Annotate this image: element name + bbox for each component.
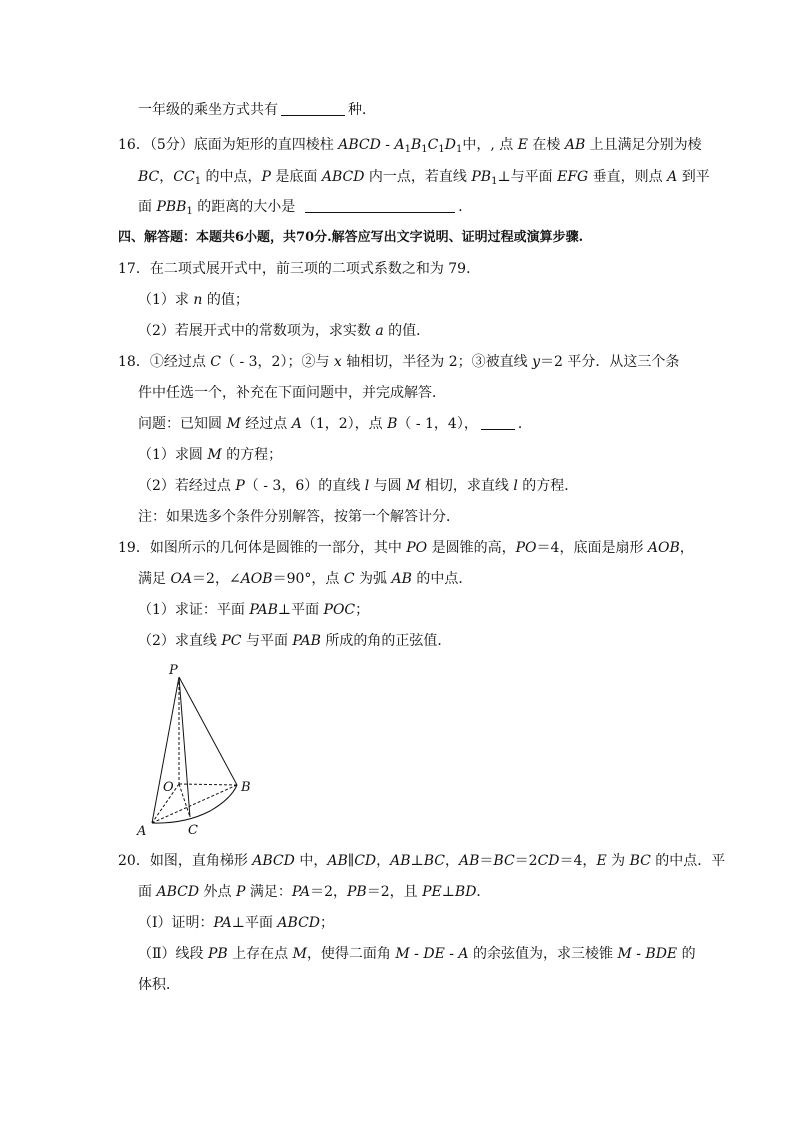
q15-answer-blank[interactable] (281, 101, 345, 116)
q19-var: AB (391, 571, 412, 587)
q20-var: P (235, 884, 246, 900)
q18-var: P (235, 478, 245, 494)
q18-text: 相切，求直线 (420, 478, 514, 494)
q16-text: 上且满足分别为棱 (585, 137, 702, 153)
q16-var: B (410, 137, 422, 153)
q19-text: ； (355, 602, 370, 618)
q16-line-3 (138, 197, 472, 217)
q19-var: PAB (292, 633, 321, 649)
q16-sub: 1 (421, 144, 428, 155)
q19-var: POC (323, 602, 356, 618)
q20-text: ⊥ (410, 853, 424, 869)
label-P: P (169, 663, 178, 678)
q20-var: E (596, 853, 607, 869)
q20-var: PE (422, 884, 442, 900)
q18-line-3 (138, 414, 532, 434)
q20-text: ； (320, 915, 335, 931)
q20-text: ＝2，且 (366, 884, 423, 900)
q19-text: 的中点． (411, 571, 473, 587)
q20-var: BC (629, 853, 651, 869)
section-heading: 四、解答题：本题共6小题，共70分.解答应写出文字说明、证明过程或演算步骤. (118, 230, 584, 245)
q20-var: BC (493, 853, 515, 869)
q18-text: 被直线 (485, 354, 533, 370)
q18-text: 的方程； (221, 447, 283, 463)
q17-text: 的值； (202, 292, 249, 308)
edge-PA (152, 677, 179, 823)
q20-text: 外点 (199, 884, 236, 900)
q18-line-5 (138, 476, 578, 496)
q17-text: （1）求 (138, 292, 194, 308)
q18-text: （1，2），点 (301, 416, 388, 432)
q16-text: 的中点， (201, 169, 262, 185)
q20-var: ABCD (252, 853, 295, 869)
q16-sub: 1 (491, 176, 498, 187)
q18-var: M (207, 447, 222, 463)
q16-text: ， (159, 169, 174, 185)
q16-number: 16． (118, 137, 150, 153)
q18-text: （1）求圆 (138, 447, 208, 463)
q20-var: PA (213, 915, 232, 931)
q20-text: ⊥平面 (231, 915, 278, 931)
q18-var: l (513, 478, 518, 494)
q18-var: A (291, 416, 302, 432)
q20-var: BD (454, 884, 477, 900)
q20-var: ABCD (277, 915, 321, 931)
q19-var: PO (515, 540, 537, 556)
q16-var: PB (471, 169, 492, 185)
q18-text: （2）若经过点 (138, 478, 236, 494)
q16-var: ABCD (321, 169, 365, 185)
q20-var: M - DE - A (395, 946, 469, 962)
q16-line-1 (118, 135, 702, 155)
q16-var: EFG (557, 169, 589, 185)
q19-var: PAB (249, 602, 278, 618)
q16-sub: 1 (455, 144, 463, 155)
q16-var: CC (173, 169, 195, 185)
q16-var: C (427, 137, 439, 153)
q20-var: AB (390, 853, 411, 869)
q19-text: 满足 (138, 571, 171, 587)
q20-line-5: 体积． (138, 977, 180, 993)
q18-text: 轴相切，半径为 2； (341, 354, 472, 370)
q20-text: 20．如图，直角梯形 (118, 853, 253, 869)
q18-var: C (210, 354, 221, 370)
q20-text: ⊥ (441, 884, 455, 900)
q20-text: ＝2， (310, 884, 348, 900)
q17-line-2 (138, 290, 249, 310)
q20-text: 满足： (245, 884, 292, 900)
q20-var: PB (207, 946, 228, 962)
circled-one: ① (149, 354, 164, 370)
q19-text: ＝4，底面是扇形 (536, 540, 648, 556)
q17-line-3 (138, 321, 430, 341)
q20-text: （Ⅱ）线段 (138, 946, 208, 962)
q19-line-3 (138, 600, 369, 620)
q19-var: OA (170, 571, 193, 587)
q18-answer-blank[interactable] (481, 415, 515, 430)
q20-text: 为 (606, 853, 630, 869)
q20-var: AB (458, 853, 480, 869)
q19-line-1 (118, 538, 694, 558)
q18-line-1 (118, 352, 679, 372)
q18-var: M (406, 478, 421, 494)
q19-var: C (343, 571, 355, 587)
q16-var: ABCD (338, 137, 381, 153)
q20-text: ＝2 (514, 853, 538, 869)
q16-text: 中，, 点 (462, 137, 518, 153)
q18-text: 经过点 (240, 416, 292, 432)
q19-text: 是圆锥的高， (427, 540, 516, 556)
q16-text: 是底面 (270, 169, 322, 185)
q20-text: 中， (294, 853, 328, 869)
q16-var: A (667, 169, 678, 185)
q15-text: 一年级的乘坐方式共有 (138, 102, 278, 118)
q20-text: ， (376, 853, 391, 869)
q20-var: PB (347, 884, 367, 900)
q19-text: 与平面 (241, 633, 293, 649)
label-O: O (163, 780, 174, 795)
q18-text: ． (517, 416, 532, 432)
q19-var: PC (221, 633, 242, 649)
q16-var: BC (138, 169, 160, 185)
q18-line-2: 件中任选一个，补充在下面问题中，并完成解答． (138, 385, 446, 401)
edge-PB (179, 677, 237, 785)
circled-two: ② (301, 354, 316, 370)
q19-var: AOB (647, 540, 680, 556)
q18-text: （ - 3，6）的直线 (244, 478, 365, 494)
q20-var: ABCD (156, 884, 200, 900)
q16-text: - (380, 137, 395, 153)
q15-line (138, 100, 376, 120)
q16-answer-blank[interactable] (305, 198, 455, 213)
q16-text: 底面为矩形的直四棱柱 (193, 137, 339, 153)
q16-sub: 1 (194, 176, 202, 187)
q19-text: 所成的角的正弦值． (320, 633, 452, 649)
q19-text: （1）求证：平面 (138, 602, 250, 618)
q18-note: 注：如果选多个条件分别解答，按第一个解答计分． (138, 509, 460, 525)
q20-line-1 (118, 851, 725, 871)
q20-var: BC (423, 853, 445, 869)
q20-var: CD (537, 853, 560, 869)
q16-var: AB (564, 137, 586, 153)
q20-text: ． (476, 884, 491, 900)
q16-sub: 1 (186, 206, 193, 217)
q16-text: 面 (138, 199, 157, 215)
q17-text: （2）若展开式中的常数项为，求实数 (138, 323, 376, 339)
q19-var: PO (406, 540, 428, 556)
label-A: A (137, 824, 147, 839)
q18-text: 经过点 (163, 354, 211, 370)
q16-text: 垂直，则点 (588, 169, 668, 185)
q17-var: n (193, 292, 203, 308)
q20-line-2 (138, 882, 490, 902)
q18-text: 18． (118, 354, 150, 370)
q16-var: PBB (156, 199, 187, 215)
q15-text-end: 种． (348, 102, 376, 118)
q16-text: ⊥与平面 (497, 169, 558, 185)
q19-text: 19．如图所示的几何体是圆锥的一部分，其中 (118, 540, 407, 556)
q18-text: ＝2 平分．从这三个条 (540, 354, 680, 370)
cone-figure (130, 660, 270, 845)
q20-var: AB (327, 853, 348, 869)
q17-var: a (375, 323, 384, 339)
q20-text: ，使得二面角 (306, 946, 396, 962)
q16-text: 的距离的大小是 (192, 199, 296, 215)
q19-line-2 (138, 569, 472, 589)
q16-var: A (394, 137, 405, 153)
label-C: C (188, 823, 198, 838)
q19-text: ， (679, 540, 694, 556)
q20-text: ∥ (347, 853, 355, 869)
q17-text: 的值． (383, 323, 431, 339)
q16-sub: 1 (404, 144, 411, 155)
q19-text: 为弧 (354, 571, 392, 587)
q16-text: ． (458, 199, 473, 215)
q20-text: 的中点．平 (650, 853, 726, 869)
q20-line-3 (138, 913, 334, 933)
q19-line-4 (138, 631, 451, 651)
cone-edges (152, 677, 237, 823)
q20-text: 的 (677, 946, 696, 962)
q20-text: （Ⅰ）证明： (138, 915, 214, 931)
q20-text: ＝ (479, 853, 494, 869)
q17-line-1: 17．在二项式展开式中，前三项的二项式系数之和为 79． (118, 261, 481, 277)
q18-var: l (364, 478, 370, 494)
q18-text: （ - 3，2）； (221, 354, 302, 370)
q19-text: （2）求直线 (138, 633, 222, 649)
q19-var: AOB (240, 571, 273, 587)
q16-line-2 (138, 167, 710, 187)
q20-var: CD (354, 853, 377, 869)
q20-var: M - BDE (617, 946, 678, 962)
q20-text: 的余弦值为，求三棱锥 (468, 946, 618, 962)
q19-text: ＝90°，点 (272, 571, 344, 587)
q16-text: 内一点，若直线 (364, 169, 472, 185)
q18-text: 与圆 (369, 478, 407, 494)
q16-var: P (261, 169, 271, 185)
q20-line-4 (138, 944, 696, 964)
q20-text: ， (444, 853, 459, 869)
q19-text: ⊥平面 (277, 602, 324, 618)
q16-var: E (517, 137, 528, 153)
q20-text: ＝4， (559, 853, 597, 869)
q20-var: PA (291, 884, 311, 900)
q16-text: 到平 (677, 169, 710, 185)
q20-text: 面 (138, 884, 157, 900)
q18-var: y (532, 354, 540, 370)
q20-var: M (292, 946, 307, 962)
q18-var: M (226, 416, 241, 432)
q16-score: （5分） (149, 137, 194, 153)
q16-text: 在棱 (527, 137, 565, 153)
q20-text: 上存在点 (227, 946, 293, 962)
circled-three: ③ (471, 354, 486, 370)
q19-text: ＝2，∠ (192, 571, 241, 587)
q18-text: 的方程． (517, 478, 579, 494)
q18-text: （ - 1，4）， (397, 416, 478, 432)
label-B: B (241, 780, 251, 795)
q18-var: B (387, 416, 398, 432)
edge-PC (179, 677, 190, 817)
q18-text: 与 (315, 354, 334, 370)
q18-line-4 (138, 445, 282, 465)
q18-var: x (333, 354, 342, 370)
q16-sub: 1 (438, 144, 445, 155)
q16-var: D (444, 137, 456, 153)
q18-text: 问题：已知圆 (138, 416, 227, 432)
